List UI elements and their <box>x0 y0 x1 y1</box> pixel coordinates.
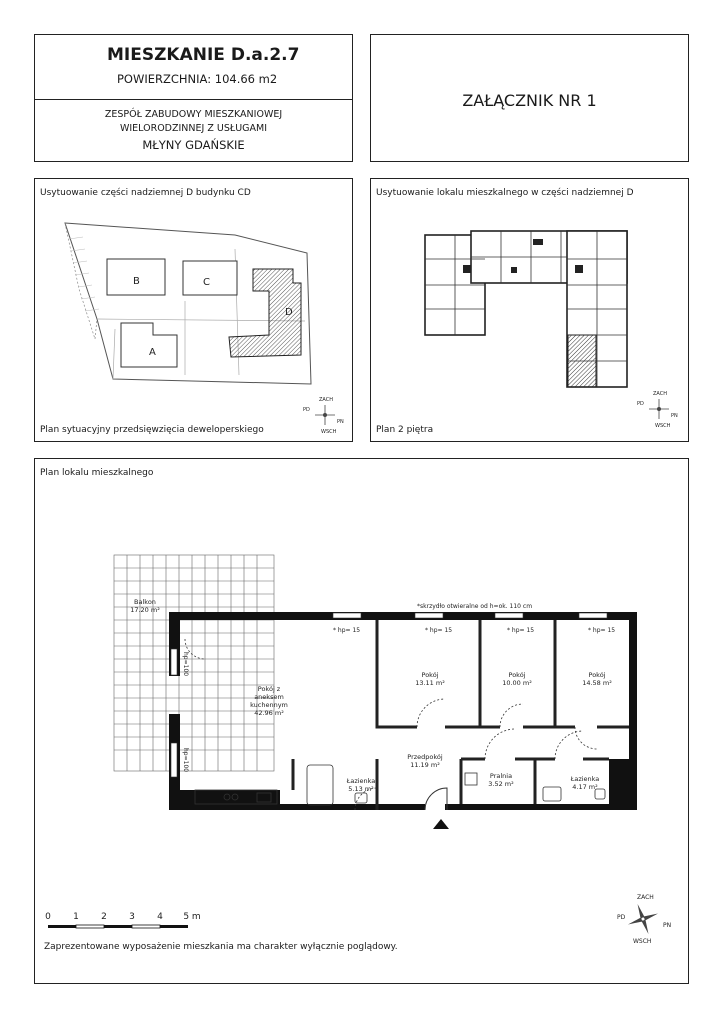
building-c-label: C <box>203 277 210 288</box>
entrance-arrow-icon <box>433 819 449 829</box>
hp-label-4: * hp= 15 <box>588 627 616 634</box>
hp-label-1: * hp= 15 <box>333 627 361 634</box>
disclaimer: Zaprezentowane wyposażenie mieszkania ma charakter wyłącznie poglądowy. <box>44 942 398 952</box>
unit-compass-icon <box>622 898 663 939</box>
floor-location-drawing <box>371 179 690 443</box>
room-living-area: 42.96 m² <box>254 709 284 717</box>
site-slope <box>65 223 97 339</box>
hp-label-3: * hp= 15 <box>507 627 535 634</box>
room-bathroom1-area: 5.13 m² <box>348 785 374 793</box>
window-note: *skrzydło otwieralne od h=ok. 110 cm <box>417 603 533 610</box>
site-compass-icon <box>303 397 344 435</box>
unit-compass-s: WSCH <box>633 938 652 945</box>
room-bedroom1-name: Pokój <box>421 671 439 679</box>
room-hallway-name: Przedpokój <box>407 753 443 761</box>
hp-label-2: * hp= 15 <box>425 627 453 634</box>
site-compass-n: ZACH <box>319 397 334 403</box>
site-compass-s: WSCH <box>321 429 337 435</box>
site-plan-panel <box>34 178 353 442</box>
building-d-label: D <box>285 307 293 318</box>
scale-bar <box>45 912 201 928</box>
room-balcony-name: Balkon <box>134 598 156 606</box>
room-bedroom3-area: 14.58 m² <box>582 679 612 687</box>
room-hallway-area: 11.19 m² <box>410 761 440 769</box>
room-laundry-area: 3.52 m² <box>488 780 514 788</box>
unit-plan-title: Plan lokalu mieszkalnego <box>40 468 154 478</box>
site-plan-title: Usytuowanie części nadziemnej D budynku CD <box>40 188 251 198</box>
area-label: POWIERZCHNIA: 104.66 m2 <box>117 72 278 86</box>
unit-plan-drawing <box>35 459 690 985</box>
floor-location-title: Usytuowanie lokalu mieszkalnego w części nadziemnej D <box>376 188 634 198</box>
annex-label: ZAŁĄCZNIK NR 1 <box>462 91 597 110</box>
room-bathroom2-area: 4.17 m² <box>572 783 598 791</box>
room-bathroom1-name: Łazienka <box>346 777 376 785</box>
building-c <box>183 261 237 295</box>
unit-compass-w: PD <box>617 914 626 921</box>
unit-compass-e: PN <box>663 922 672 929</box>
annex-box <box>370 34 689 162</box>
unit-header-box <box>34 34 353 162</box>
site-compass-e: PN <box>337 419 344 425</box>
balcony-grid <box>114 555 274 771</box>
scale-tick-3: 3 <box>129 912 135 922</box>
building-a <box>121 323 177 367</box>
floor-compass-w: PD <box>637 401 644 407</box>
hp-label-6: hp=100 <box>182 748 189 773</box>
site-plan-caption: Plan sytuacyjny przedsięwzięcia deweloperskiego <box>40 425 264 435</box>
scale-tick-4: 4 <box>157 912 163 922</box>
unit-title: MIESZKANIE D.a.2.7 <box>107 45 300 65</box>
floor-compass-n: ZACH <box>653 391 668 397</box>
complex-line-2: WIELORODZINNEJ Z USŁUGAMI <box>119 123 268 134</box>
floor-highlight-unit <box>568 335 596 387</box>
room-bedroom2-name: Pokój <box>508 671 526 679</box>
scale-tick-5: 5 m <box>183 912 201 922</box>
hp-label-5: hp=100 <box>182 652 189 677</box>
floor-compass-s: WSCH <box>655 423 671 429</box>
room-bedroom1-area: 13.11 m² <box>415 679 445 687</box>
floor-location-panel <box>370 178 689 442</box>
room-bedroom3-name: Pokój <box>588 671 606 679</box>
scale-tick-1: 1 <box>73 912 79 922</box>
site-compass-w: PD <box>303 407 310 413</box>
complex-line-1: ZESPÓŁ ZABUDOWY MIESZKANIOWEJ <box>104 109 283 120</box>
header-divider <box>35 99 352 100</box>
building-a-label: A <box>149 347 156 358</box>
room-living-name-3: kuchennym <box>250 701 288 709</box>
room-balcony-area: 17.20 m² <box>130 606 160 614</box>
scale-tick-2: 2 <box>101 912 107 922</box>
unit-plan-panel <box>34 458 689 984</box>
floor-compass-e: PN <box>671 413 678 419</box>
room-bathroom2-name: Łazienka <box>570 775 600 783</box>
complex-name: MŁYNY GDAŃSKIE <box>142 138 245 152</box>
room-bedroom2-area: 10.00 m² <box>502 679 532 687</box>
floor-location-caption: Plan 2 piętra <box>376 425 434 435</box>
scale-tick-0: 0 <box>45 912 51 922</box>
unit-compass-n: ZACH <box>637 894 654 901</box>
room-living-name: Pokój z <box>257 685 281 693</box>
room-living-name-2: aneksem <box>254 693 284 701</box>
site-plan-drawing <box>35 179 354 443</box>
building-b-label: B <box>133 276 140 287</box>
room-laundry-name: Pralnia <box>489 772 513 780</box>
floor-compass-icon <box>637 391 678 429</box>
